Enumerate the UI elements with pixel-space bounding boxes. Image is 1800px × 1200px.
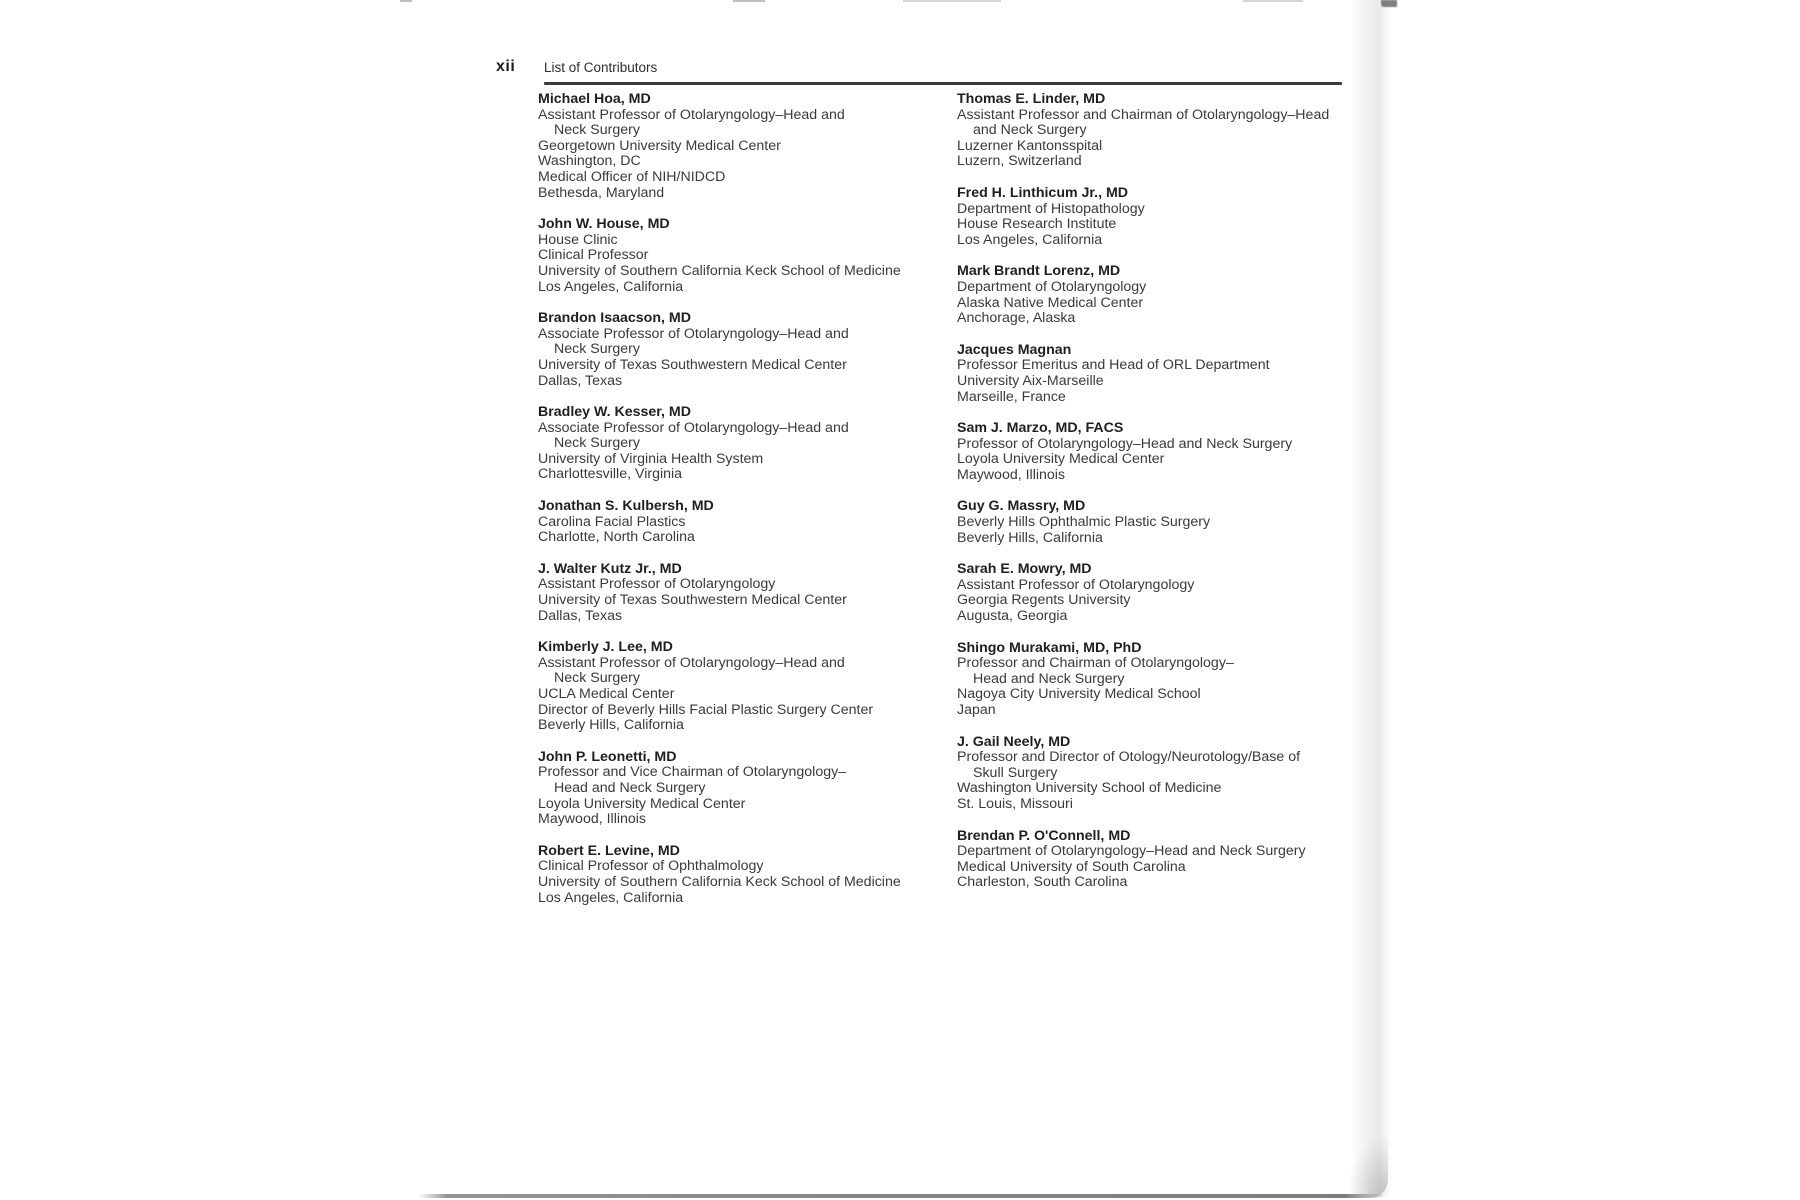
- contributor-detail-line: Washington, DC: [538, 153, 641, 170]
- contributor-detail-line: Neck Surgery: [554, 341, 640, 358]
- contributor-entry: [957, 343, 1357, 405]
- contributor-name: Fred H. Linthicum Jr., MD: [957, 184, 1129, 201]
- contributor-detail-line: Carolina Facial Plastics: [538, 513, 686, 530]
- contributor-detail-line: Assistant Professor of Otolaryngology: [538, 576, 776, 593]
- contributor-name: J. Gail Neely, MD: [957, 733, 1071, 750]
- contributor-entry: [957, 264, 1357, 326]
- contributor-detail-line: Alaska Native Medical Center: [957, 294, 1144, 311]
- contributor-detail-line: Loyola University Medical Center: [538, 795, 746, 812]
- contributor-detail-line: Dallas, Texas: [538, 372, 623, 389]
- contributor-detail-line: Loyola University Medical Center: [957, 451, 1165, 468]
- contributor-entry: [538, 844, 938, 906]
- contributor-detail-line: Charlotte, North Carolina: [538, 529, 695, 546]
- contributor-detail-line: Assistant Professor of Otolaryngology: [957, 576, 1195, 593]
- contributor-detail-line: Professor Emeritus and Head of ORL Department: [957, 357, 1270, 374]
- contributor-name: Sarah E. Mowry, MD: [957, 561, 1092, 578]
- contributor-detail-line: Department of Otolaryngology: [957, 278, 1147, 295]
- contributor-detail-line: Associate Professor of Otolaryngology–Head and: [538, 419, 849, 436]
- contributor-name: Kimberly J. Lee, MD: [538, 639, 673, 656]
- contributor-detail-line: Clinical Professor: [538, 247, 649, 264]
- contributor-entry: [957, 829, 1357, 891]
- contributor-detail-line: UCLA Medical Center: [538, 686, 675, 702]
- contributor-detail-line: Marseille, France: [957, 388, 1066, 405]
- contributor-entry: [538, 311, 938, 389]
- contributor-detail-line: Georgia Regents University: [957, 592, 1131, 609]
- contributor-entry: [538, 640, 938, 734]
- contributor-detail-line: and Neck Surgery: [973, 122, 1087, 139]
- scan-speck: [903, 0, 1001, 2]
- contributor-entry: [957, 499, 1357, 546]
- contributor-entry: [538, 562, 938, 624]
- contributor-detail-line: Medical Officer of NIH/NIDCD: [538, 168, 726, 185]
- contributor-detail-line: House Clinic: [538, 231, 618, 248]
- contributor-detail-line: Head and Neck Surgery: [973, 670, 1125, 687]
- contributor-name: Shingo Murakami, MD, PhD: [957, 639, 1142, 656]
- header-rule: [544, 82, 1342, 85]
- contributor-detail-line: Assistant Professor and Chairman of Otolaryngology–Head: [957, 106, 1330, 123]
- contributor-name: Sam J. Marzo, MD, FACS: [957, 420, 1124, 437]
- contributor-name: Mark Brandt Lorenz, MD: [957, 263, 1121, 280]
- scan-corner-mark: [1381, 0, 1397, 7]
- contributor-detail-line: University of Texas Southwestern Medical Center: [538, 592, 847, 609]
- page-header-title: List of Contributors: [544, 60, 658, 75]
- contributor-detail-line: Beverly Hills, California: [957, 529, 1103, 546]
- contributors-column-left: [538, 92, 938, 922]
- scan-speck: [400, 0, 412, 2]
- contributor-detail-line: Beverly Hills, California: [538, 717, 684, 734]
- contributor-name: Michael Hoa, MD: [538, 91, 651, 107]
- contributor-detail-line: Charlottesville, Virginia: [538, 466, 683, 483]
- contributor-detail-line: Director of Beverly Hills Facial Plastic Surgery Center: [538, 701, 874, 718]
- contributor-entry: [957, 92, 1357, 170]
- contributor-detail-line: Medical University of South Carolina: [957, 858, 1186, 875]
- contributor-entry: [538, 499, 938, 546]
- contributor-detail-line: Clinical Professor of Ophthalmology: [538, 858, 764, 875]
- contributor-detail-line: Washington University School of Medicine: [957, 780, 1222, 797]
- contributor-detail-line: Neck Surgery: [554, 435, 640, 452]
- contributor-name: John W. House, MD: [538, 216, 670, 233]
- contributor-name: John P. Leonetti, MD: [538, 748, 677, 765]
- contributor-entry: [538, 750, 938, 828]
- contributor-detail-line: St. Louis, Missouri: [957, 795, 1073, 812]
- page-number: xii: [496, 58, 516, 75]
- contributors-column-right: [957, 92, 1357, 907]
- contributor-detail-line: Charleston, South Carolina: [957, 874, 1128, 891]
- contributor-detail-line: Neck Surgery: [554, 670, 640, 687]
- contributor-detail-line: Luzern, Switzerland: [957, 153, 1082, 170]
- contributor-entry: [538, 405, 938, 483]
- contributor-detail-line: Professor of Otolaryngology–Head and Neck Surgery: [957, 435, 1293, 452]
- contributor-entry: [957, 562, 1357, 624]
- contributor-entry: [957, 186, 1357, 248]
- contributor-detail-line: Anchorage, Alaska: [957, 310, 1076, 327]
- contributor-detail-line: Professor and Chairman of Otolaryngology–: [957, 655, 1234, 672]
- page-right-edge-shadow: [1350, 0, 1392, 1197]
- contributor-detail-line: Los Angeles, California: [957, 231, 1103, 248]
- contributor-detail-line: Skull Surgery: [973, 764, 1058, 781]
- contributor-name: Robert E. Levine, MD: [538, 842, 680, 859]
- contributor-name: Guy G. Massry, MD: [957, 498, 1086, 515]
- contributor-entry: [538, 217, 938, 295]
- contributor-name: Jacques Magnan: [957, 341, 1072, 358]
- contributor-detail-line: Department of Otolaryngology–Head and Neck Surgery: [957, 843, 1306, 860]
- contributor-name: Brandon Isaacson, MD: [538, 310, 691, 327]
- contributor-detail-line: Dallas, Texas: [538, 607, 623, 624]
- contributor-name: J. Walter Kutz Jr., MD: [538, 560, 682, 577]
- scan-speck: [733, 0, 765, 2]
- scan-speck: [1243, 0, 1303, 2]
- contributor-detail-line: Beverly Hills Ophthalmic Plastic Surgery: [957, 514, 1211, 531]
- contributor-detail-line: Nagoya City University Medical School: [957, 686, 1201, 703]
- contributor-detail-line: Japan: [957, 702, 996, 718]
- contributor-detail-line: University of Southern California Keck School of Medicine: [538, 873, 901, 890]
- contributor-detail-line: University of Texas Southwestern Medical Center: [538, 356, 847, 373]
- contributor-name: Bradley W. Kesser, MD: [538, 404, 691, 421]
- contributor-detail-line: Georgetown University Medical Center: [538, 137, 781, 154]
- contributor-detail-line: University Aix-Marseille: [957, 372, 1104, 389]
- contributor-detail-line: University of Virginia Health System: [538, 450, 764, 467]
- page-corner-curl-shadow: [1348, 1136, 1388, 1198]
- contributor-detail-line: Augusta, Georgia: [957, 608, 1068, 625]
- contributor-detail-line: Bethesda, Maryland: [538, 184, 665, 201]
- contributor-detail-line: Assistant Professor of Otolaryngology–Head and: [538, 106, 845, 123]
- contributor-name: Thomas E. Linder, MD: [957, 91, 1106, 107]
- contributor-detail-line: House Research Institute: [957, 216, 1117, 233]
- contributor-detail-line: Luzerner Kantonsspital: [957, 137, 1103, 154]
- contributor-detail-line: Maywood, Illinois: [538, 811, 647, 828]
- contributor-detail-line: Neck Surgery: [554, 122, 640, 139]
- contributor-detail-line: Assistant Professor of Otolaryngology–Head and: [538, 654, 845, 671]
- contributor-detail-line: Professor and Vice Chairman of Otolaryngology–: [538, 764, 847, 781]
- contributor-detail-line: Professor and Director of Otology/Neurotology/Base of: [957, 749, 1301, 766]
- contributor-detail-line: Associate Professor of Otolaryngology–Head and: [538, 325, 849, 342]
- page-bottom-edge: [418, 1194, 1385, 1198]
- contributor-detail-line: Department of Histopathology: [957, 200, 1145, 217]
- contributor-detail-line: Head and Neck Surgery: [554, 779, 706, 796]
- contributor-detail-line: Los Angeles, California: [538, 889, 684, 906]
- contributor-detail-line: Maywood, Illinois: [957, 466, 1066, 483]
- contributor-name: Brendan P. O'Connell, MD: [957, 827, 1131, 844]
- contributor-entry: [538, 92, 938, 201]
- contributor-detail-line: Los Angeles, California: [538, 278, 684, 295]
- contributor-entry: [957, 641, 1357, 719]
- contributor-entry: [957, 735, 1357, 813]
- contributor-detail-line: University of Southern California Keck School of Medicine: [538, 262, 901, 279]
- contributor-name: Jonathan S. Kulbersh, MD: [538, 498, 714, 515]
- contributor-entry: [957, 421, 1357, 483]
